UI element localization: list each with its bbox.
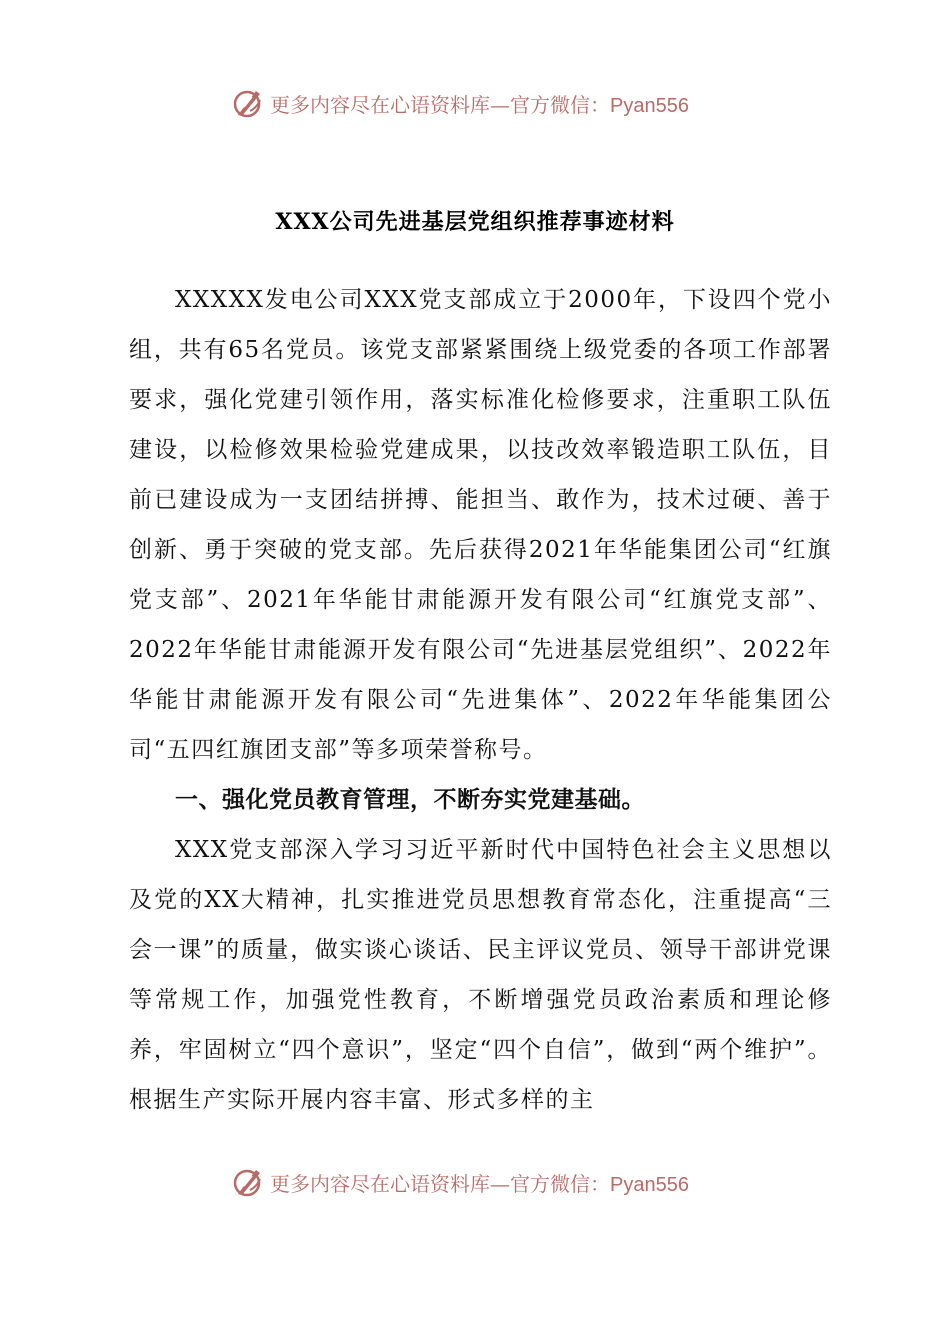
section-heading-1: 一、强化党员教育管理，不断夯实党建基础。 <box>175 786 645 813</box>
header-wechat-id: Pyan556 <box>610 94 689 117</box>
document-title: XXX公司先进基层党组织推荐事迹材料 <box>275 209 675 235</box>
quill-pen-logo-icon <box>230 1164 266 1200</box>
quill-pen-logo-icon <box>230 85 266 121</box>
footer-watermark-banner <box>230 1162 750 1202</box>
document-body <box>129 275 832 1125</box>
header-watermark-banner <box>230 83 750 123</box>
paragraph-section-1: XXX党支部深入学习习近平新时代中国特色社会主义思想以及党的XX大精神，扎实推进党员思想教育常态化，注重提高“三会一课”的质量，做实谈心谈话、民主评议党员、领导干部讲党课等常规工作，加强党性教育，不断增强党员政治素质和理论修养，牢固树立“四个意识”，坚定“四个自信”，做到“两个维护”。根据生产实际开展内容丰富、形式多样的主 <box>129 837 832 1113</box>
paragraph-intro: XXXXX发电公司XXX党支部成立于2000年，下设四个党小组，共有65名党员。该党支部紧紧围绕上级党委的各项工作部署要求，强化党建引领作用，落实标准化检修要求，注重职工队伍建设，以检修效果检验党建成果，以技改效率锻造职工队伍，目前已建设成为一支团结拼搏、能担当、敢作为，技术过硬、善于创新、勇于突破的党支部。先后获得2021年华能集团公司“红旗党支部”、2021年华能甘肃能源开发有限公司“红旗党支部”、2022年华能甘肃能源开发有限公司“先进基层党组织”、2022年华能甘肃能源开发有限公司“先进集体”、2022年华能集团公司“五四红旗团支部”等多项荣誉称号。 <box>129 287 832 763</box>
header-banner-text: 更多内容尽在心语资料库—官方微信： <box>270 92 610 117</box>
footer-banner-text: 更多内容尽在心语资料库—官方微信： <box>270 1171 610 1196</box>
footer-wechat-id: Pyan556 <box>610 1173 689 1196</box>
